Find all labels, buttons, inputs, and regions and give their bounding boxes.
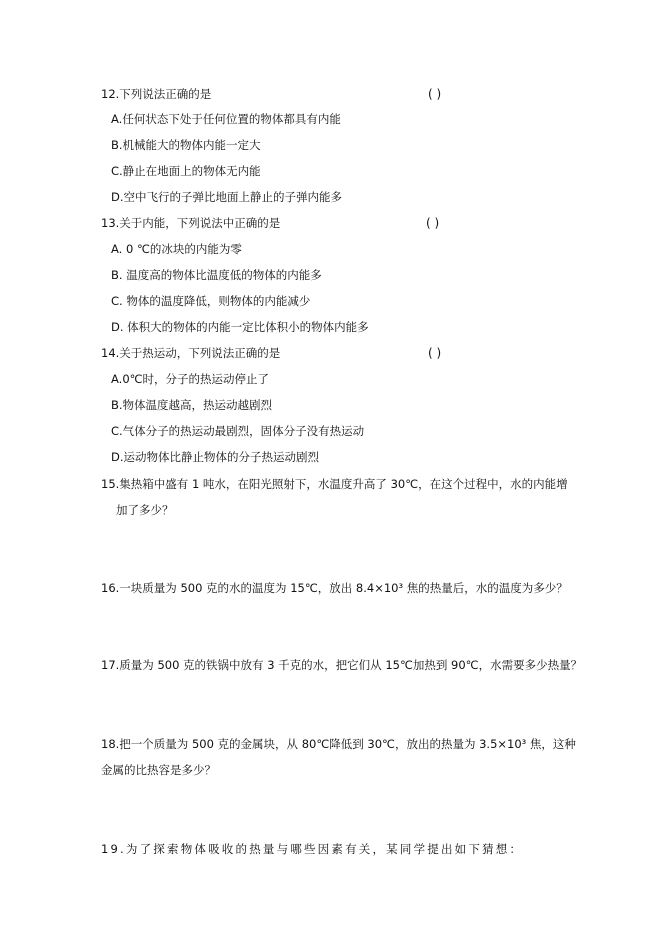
q17-line-1: 17.质量为 500 克的铁锅中放有 3 千克的水，把它们从 15℃加热到 90℃，水需要多少热量？	[101, 658, 583, 672]
q14-option-a: A.0℃时，分子的热运动停止了	[111, 372, 270, 386]
q18-line-2: 金属的比热容是多少？	[101, 763, 216, 777]
q12-option-b: B.机械能大的物体内能一定大	[111, 138, 261, 152]
q13-option-b: B. 温度高的物体比温度低的物体的内能多	[111, 268, 322, 282]
q12-answer-bracket: ( )	[428, 87, 442, 101]
q14-option-c: C.气体分子的热运动最剧烈，固体分子没有热运动	[111, 424, 365, 438]
q15-line-2: 加了多少？	[116, 503, 174, 517]
q12-option-c: C.静止在地面上的物体无内能	[111, 164, 261, 178]
q14-stem: 14.关于热运动，下列说法正确的是	[101, 346, 281, 360]
q16-line-1: 16.一块质量为 500 克的水的温度为 15℃，放出 8.4×10³ 焦的热量后，水的温度为多少？	[101, 581, 568, 595]
q19-line-1: 19.为了探索物体吸收的热量与哪些因素有关，某同学提出如下猜想：	[101, 842, 524, 856]
q13-stem: 13.关于内能，下列说法中正确的是	[101, 216, 281, 230]
q13-option-d: D. 体积大的物体的内能一定比体积小的物体内能多	[111, 320, 369, 334]
q13-option-a: A. 0 ℃的冰块的内能为零	[111, 242, 242, 256]
q13-option-c: C. 物体的温度降低，则物体的内能减少	[111, 294, 311, 308]
q18-line-1: 18.把一个质量为 500 克的金属块，从 80℃降低到 30℃，放出的热量为 3.5×10³ 焦，这种	[101, 737, 576, 751]
q15-line-1: 15.集热箱中盛有 1 吨水，在阳光照射下，水温度升高了 30℃，在这个过程中，水的内能增	[101, 477, 568, 491]
q12-option-a: A.任何状态下处于任何位置的物体都具有内能	[111, 112, 341, 126]
q12-stem: 12.下列说法正确的是	[101, 87, 212, 101]
q13-answer-bracket: ( )	[426, 216, 440, 230]
q12-option-d: D.空中飞行的子弹比地面上静止的子弹内能多	[111, 190, 343, 204]
q14-option-b: B.物体温度越高，热运动越剧烈	[111, 398, 273, 412]
q14-option-d: D.运动物体比静止物体的分子热运动剧烈	[111, 450, 320, 464]
q14-answer-bracket: ( )	[428, 346, 442, 360]
